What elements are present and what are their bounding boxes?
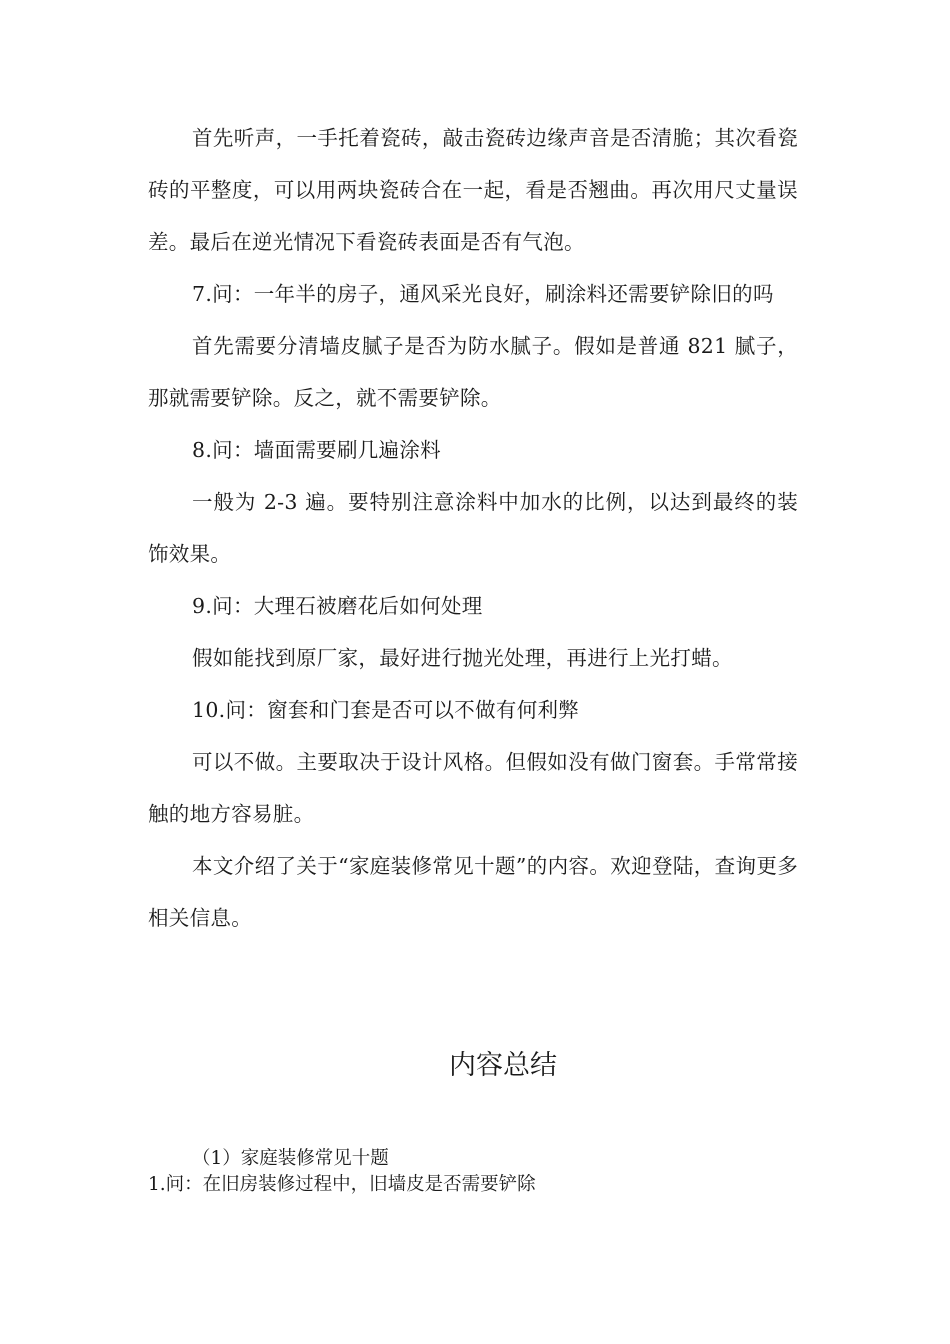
summary-section	[148, 1146, 798, 1198]
question-10: 10.问：窗套和门套是否可以不做有何利弊	[192, 698, 580, 722]
answer-7: 首先需要分清墙皮腻子是否为防水腻子。假如是普通 821 腻子，那就需要铲除。反之，就不需要铲除。	[148, 334, 798, 410]
summary-subtitle: （1）家庭装修常见十题	[192, 1148, 389, 1169]
answer-10: 可以不做。主要取决于设计风格。但假如没有做门窗套。手常常接触的地方容易脏。	[148, 750, 798, 826]
paragraph-tile-inspection: 首先听声，一手托着瓷砖，敲击瓷砖边缘声音是否清脆；其次看瓷砖的平整度，可以用两块瓷砖合在一起，看是否翘曲。再次用尺丈量误差。最后在逆光情况下看瓷砖表面是否有气泡。	[148, 126, 798, 254]
summary-title: 内容总结	[449, 1050, 557, 1081]
document-body	[148, 112, 798, 944]
closing-paragraph: 本文介绍了关于“家庭装修常见十题”的内容。欢迎登陆，查询更多相关信息。	[148, 854, 798, 930]
answer-8: 一般为 2-3 遍。要特别注意涂料中加水的比例，以达到最终的装饰效果。	[148, 490, 798, 566]
answer-9: 假如能找到原厂家，最好进行抛光处理，再进行上光打蜡。	[192, 646, 733, 670]
question-7: 7.问：一年半的房子，通风采光良好，刷涂料还需要铲除旧的吗	[192, 282, 774, 306]
question-9: 9.问：大理石被磨花后如何处理	[192, 594, 483, 618]
question-8: 8.问：墙面需要刷几遍涂料	[192, 438, 441, 462]
summary-first-item: 1.问：在旧房装修过程中，旧墙皮是否需要铲除	[148, 1174, 536, 1195]
